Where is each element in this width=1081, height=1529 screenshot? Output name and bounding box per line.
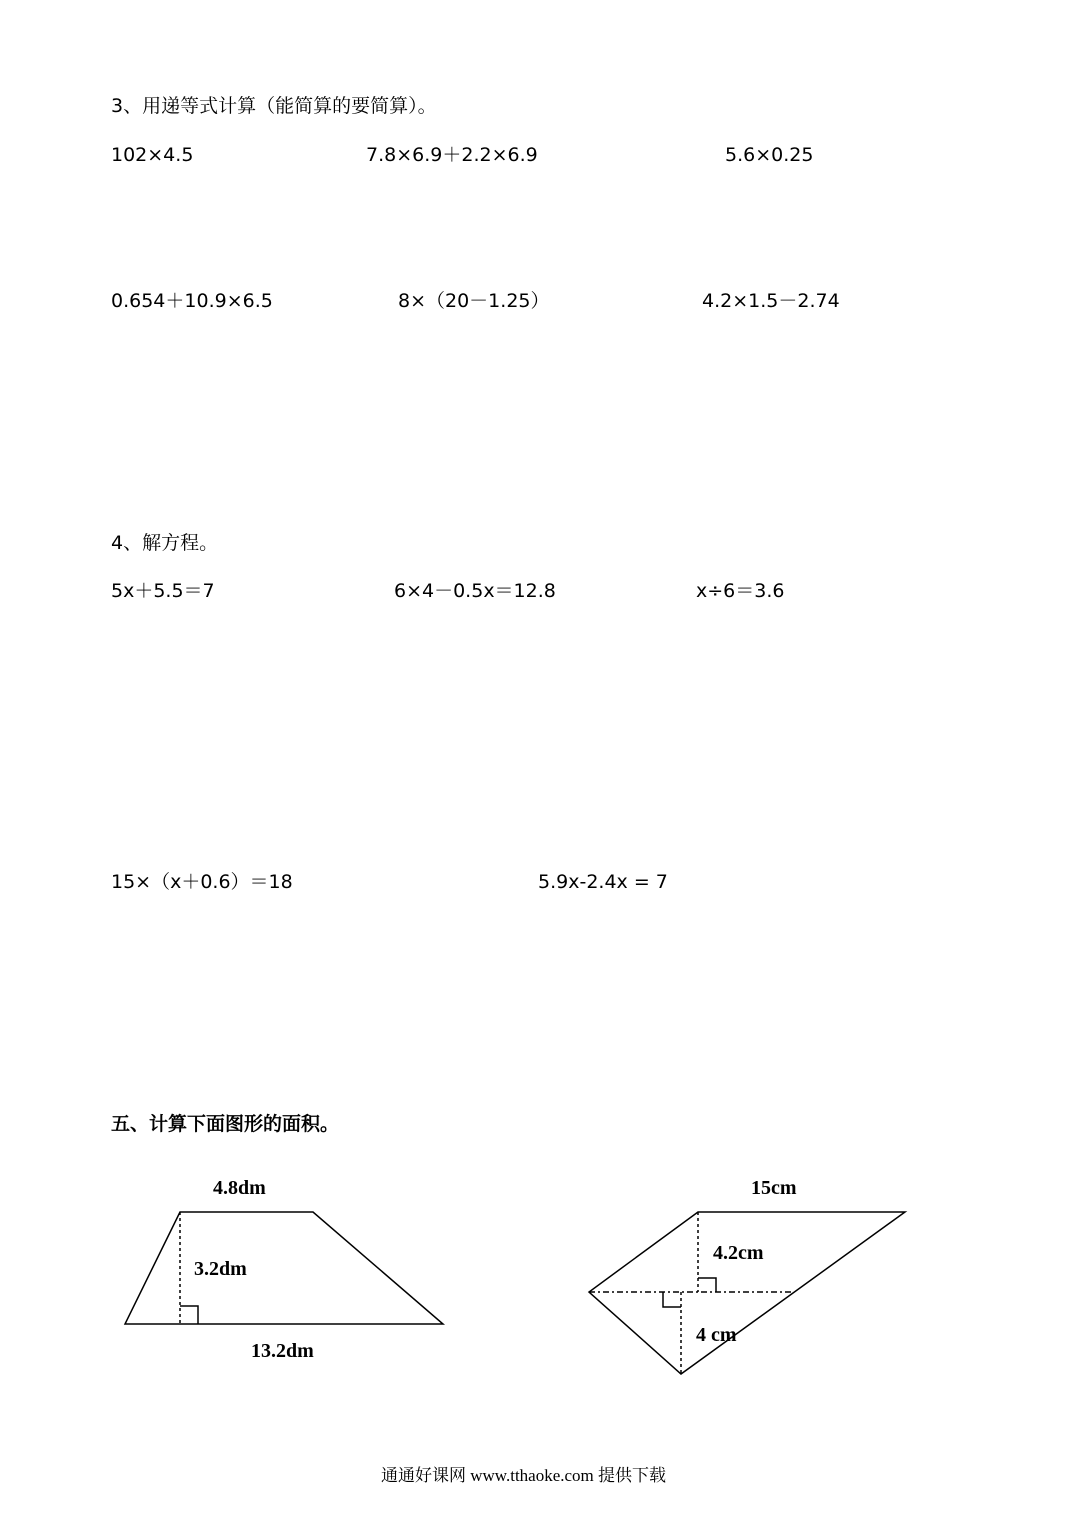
footer-text: 通通好课网 www.tthaoke.com 提供下载	[381, 1466, 667, 1485]
problem-3-5: 8×（20－1.25）	[398, 290, 550, 312]
parallelogram-figure	[589, 1212, 905, 1374]
trapezoid-outline	[125, 1212, 443, 1324]
lower-right-angle-mark	[663, 1292, 681, 1307]
problem-3-4: 0.654＋10.9×6.5	[111, 290, 273, 312]
parallelogram-lower-height-label: 4 cm	[696, 1324, 737, 1346]
equation-5: 5.9x-2.4x = 7	[538, 871, 668, 893]
trapezoid-height-label: 3.2dm	[194, 1258, 247, 1280]
section-5-heading: 五、计算下面图形的面积。	[111, 1113, 340, 1135]
section-4-heading: 4、解方程。	[111, 532, 219, 554]
equation-4: 15×（x＋0.6）＝18	[111, 871, 293, 893]
trapezoid-right-angle-mark	[180, 1306, 198, 1324]
section-3-heading: 3、用递等式计算（能简算的要简算）。	[111, 95, 437, 117]
parallelogram-upper-height-label: 4.2cm	[713, 1242, 764, 1264]
trapezoid-top-label: 4.8dm	[213, 1177, 266, 1199]
problem-3-6: 4.2×1.5－2.74	[702, 290, 840, 312]
equation-1: 5x＋5.5＝7	[111, 580, 215, 602]
trapezoid-bottom-label: 13.2dm	[251, 1340, 314, 1362]
equation-3: x÷6＝3.6	[696, 580, 785, 602]
upper-right-angle-mark	[698, 1278, 716, 1292]
problem-3-3: 5.6×0.25	[725, 144, 814, 166]
parallelogram-outline	[589, 1212, 905, 1374]
parallelogram-base-label: 15cm	[751, 1177, 797, 1199]
equation-2: 6×4－0.5x＝12.8	[394, 580, 556, 602]
problem-3-1: 102×4.5	[111, 144, 194, 166]
problem-3-2: 7.8×6.9＋2.2×6.9	[366, 144, 538, 166]
trapezoid-figure	[125, 1212, 443, 1324]
